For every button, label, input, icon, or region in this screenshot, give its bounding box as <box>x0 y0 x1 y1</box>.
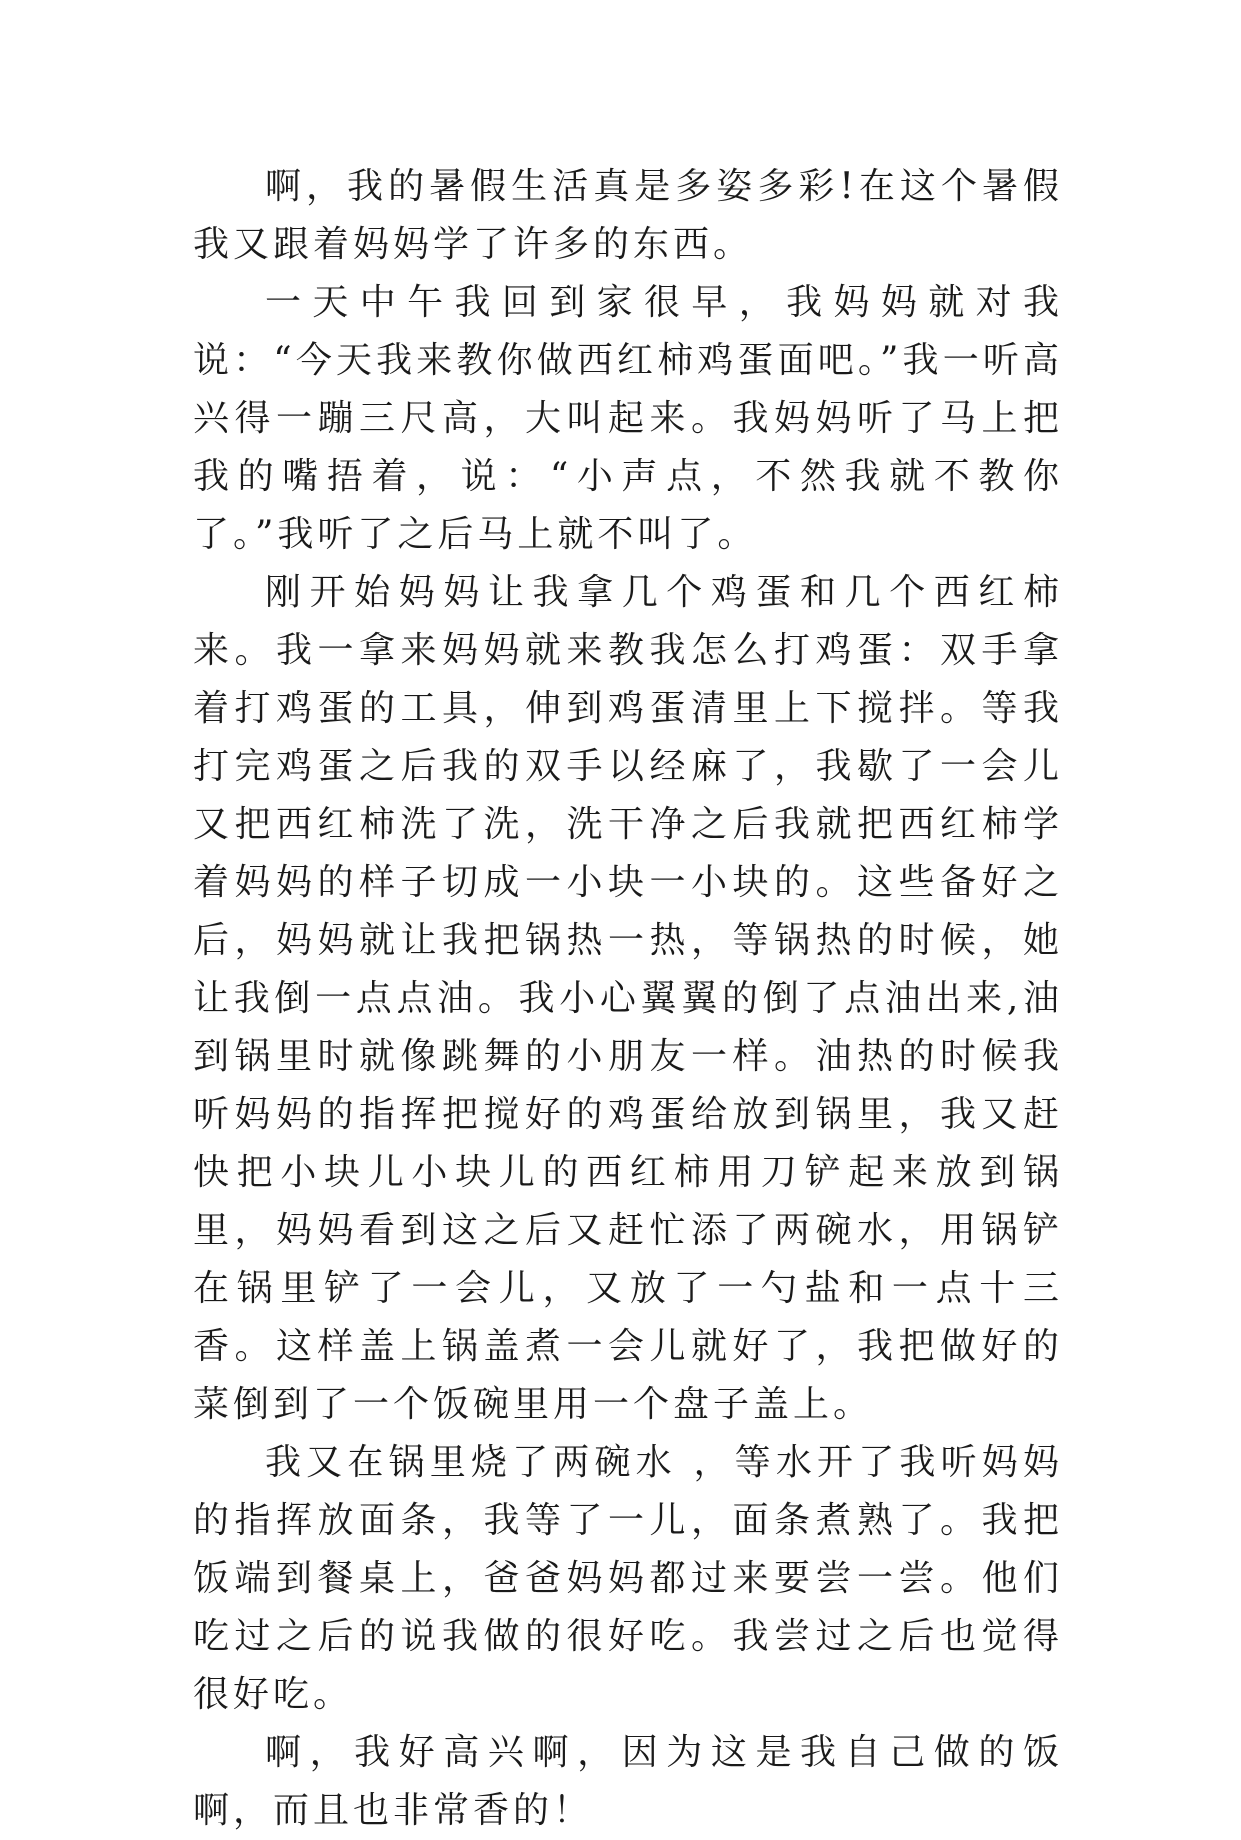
paragraph-3: 刚开始妈妈让我拿几个鸡蛋和几个西红柿来。我一拿来妈妈就来教我怎么打鸡蛋：双手拿着打鸡蛋的工具，伸到鸡蛋清里上下搅拌。等我打完鸡蛋之后我的双手以经麻了，我歇了一会儿又把西红柿洗了洗，洗干净之后我就把西红柿学着妈妈的样子切成一小块一小块的。这些备好之后，妈妈就让我把锅热一热，等锅热的时候，她让我倒一点点油。我小心翼翼的倒了点油出来,油到锅里时就像跳舞的小朋友一样。油热的时候我听妈妈的指挥把搅好的鸡蛋给放到锅里，我又赶快把小块儿小块儿的西红柿用刀铲起来放到锅里，妈妈看到这之后又赶忙添了两碗水，用锅铲在锅里铲了一会儿，又放了一勺盐和一点十三香。这样盖上锅盖煮一会儿就好了，我把做好的菜倒到了一个饭碗里用一个盘子盖上。 <box>193 572 1063 1425</box>
paragraph-1: 啊，我的暑假生活真是多姿多彩!在这个暑假我又跟着妈妈学了许多的东西。 <box>193 166 1063 265</box>
paragraph-5: 啊，我好高兴啊，因为这是我自己做的饭啊，而且也非常香的！ <box>193 1732 1063 1831</box>
essay-body <box>193 158 1063 1840</box>
paragraph-2: 一天中午我回到家很早，我妈妈就对我说：“今天我来教你做西红柿鸡蛋面吧。”我一听高兴得一蹦三尺高，大叫起来。我妈妈听了马上把我的嘴捂着，说：“小声点，不然我就不教你了。”我听了之后马上就不叫了。 <box>193 282 1063 555</box>
paragraph-4: 我又在锅里烧了两碗水 ，等水开了我听妈妈的指挥放面条，我等了一儿，面条煮熟了。我把饭端到餐桌上，爸爸妈妈都过来要尝一尝。他们吃过之后的说我做的很好吃。我尝过之后也觉得很好吃。 <box>193 1442 1063 1715</box>
